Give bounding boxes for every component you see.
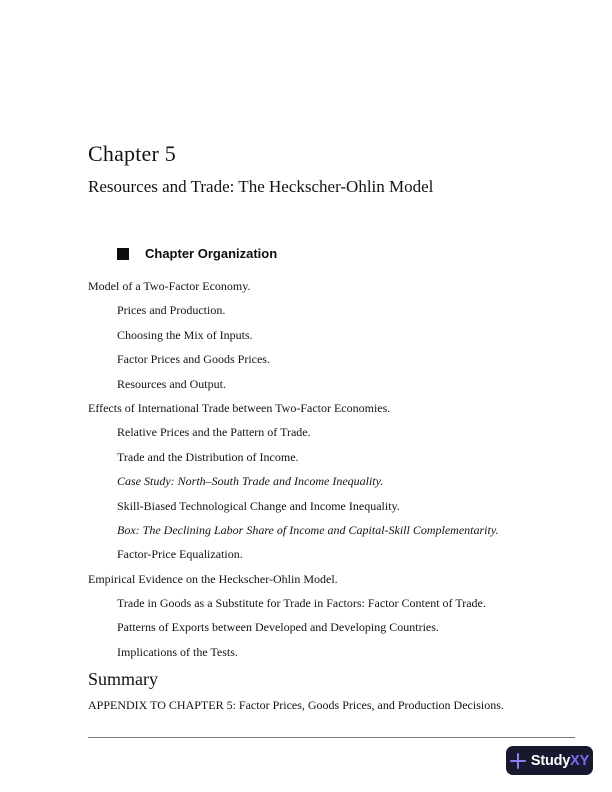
outline-item: Relative Prices and the Pattern of Trade. [117, 425, 311, 440]
brand-xy-label: XY [570, 752, 590, 769]
outline-item: Patterns of Exports between Developed and Developing Countries. [117, 620, 439, 635]
outline-item: Model of a Two-Factor Economy. [88, 279, 251, 293]
chapter-subtitle: Resources and Trade: The Heckscher-Ohlin Model [88, 177, 434, 196]
outline-item: Resources and Output. [117, 376, 226, 391]
page-content [88, 141, 578, 712]
outline-item: Skill-Biased Technological Change and Income Inequality. [117, 498, 400, 513]
section-heading [88, 246, 578, 262]
outline-item: Trade in Goods as a Substitute for Trade in Factors: Factor Content of Trade. [117, 596, 486, 611]
summary-heading: Summary [88, 669, 158, 690]
square-bullet-icon [117, 248, 129, 260]
outline-item: Factor Prices and Goods Prices. [117, 352, 270, 367]
outline-item: Choosing the Mix of Inputs. [117, 327, 253, 342]
footer-divider [88, 737, 575, 738]
outline-item: Factor-Price Equalization. [117, 547, 243, 562]
outline-item: Trade and the Distribution of Income. [117, 449, 299, 464]
outline-item: Case Study: North–South Trade and Income Inequality. [117, 474, 384, 489]
outline-item: Prices and Production. [117, 303, 226, 318]
chapter-outline [88, 279, 578, 659]
appendix-line: APPENDIX TO CHAPTER 5: Factor Prices, Goods Prices, and Production Decisions. [88, 698, 504, 713]
outline-item: Effects of International Trade between Two-Factor Economies. [88, 400, 391, 415]
section-heading-label: Chapter Organization [145, 246, 278, 261]
outline-item: Box: The Declining Labor Share of Income and Capital-Skill Complementarity. [117, 522, 499, 537]
brand-study-label: Study [530, 752, 571, 769]
chapter-title: Chapter 5 [88, 141, 176, 166]
plus-icon [510, 753, 526, 769]
outline-item: Implications of the Tests. [117, 644, 238, 659]
studyxy-logo [506, 746, 593, 775]
brand-wordmark [531, 753, 589, 769]
outline-item: Empirical Evidence on the Heckscher-Ohlin Model. [88, 571, 338, 586]
